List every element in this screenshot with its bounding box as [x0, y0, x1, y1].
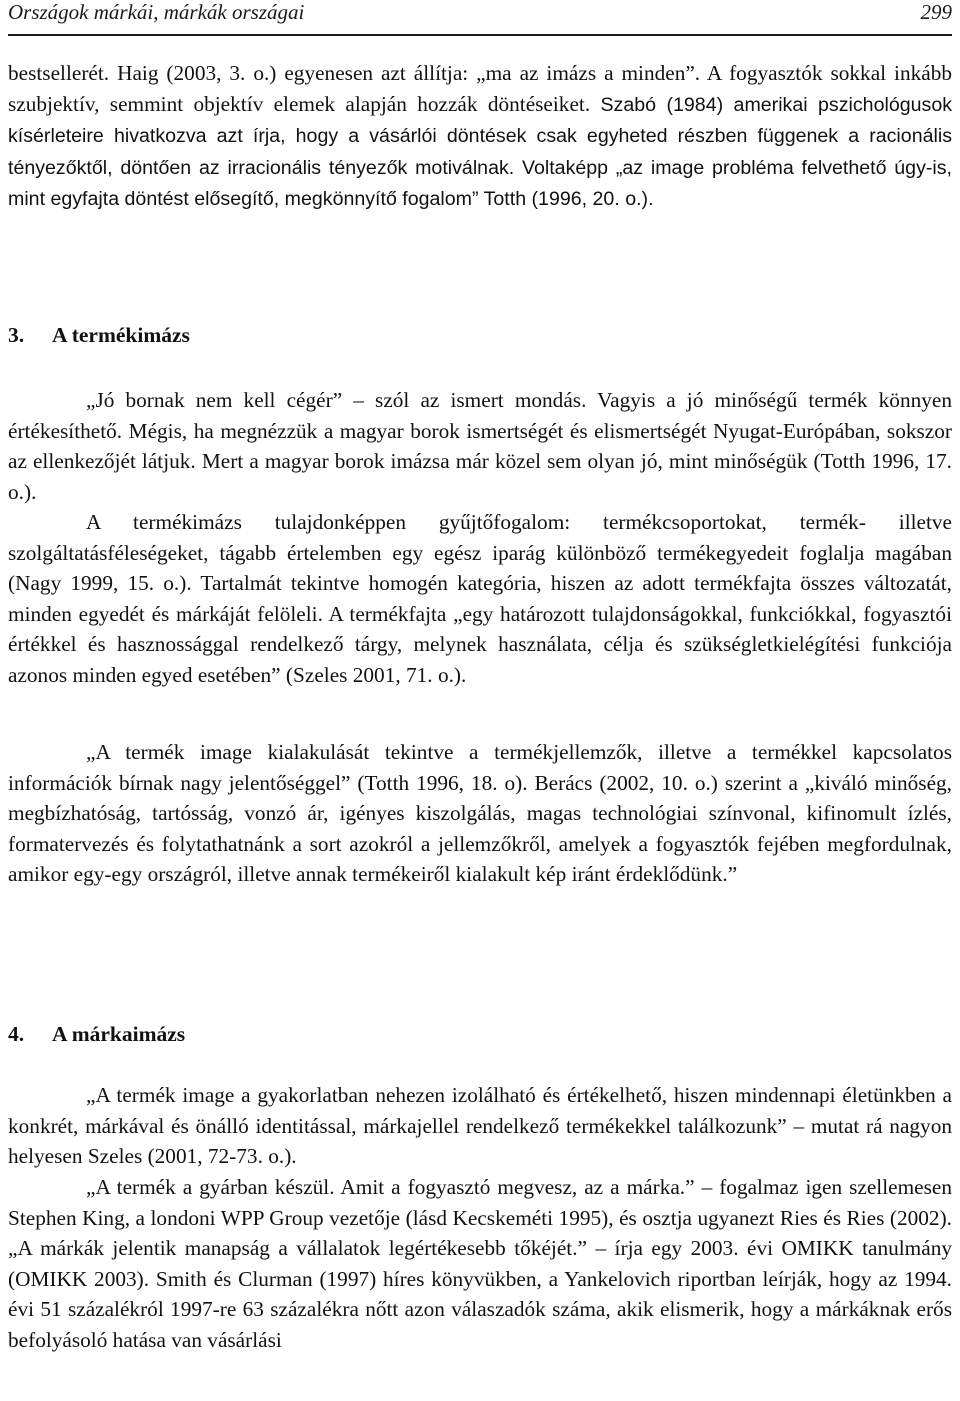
header-rule	[8, 34, 952, 36]
intro-sans-text: Szabó (1984) amerikai pszichológusok kísérleteire hivatkozva azt írja, hogy a vásárlói döntések csak egyheted részben függenek a racionális tényezőktől, döntően az irracionális tényezők motiválnak. Voltaképp „az image probléma felvethető úgy-is, mint egyfajta döntést elősegítő, megkönnyítő fogalom” Totth (1996, 20. o.).	[8, 93, 953, 210]
running-header	[8, 0, 952, 28]
section-4-paragraph-2: „A termék a gyárban készül. Amit a fogyasztó megvesz, az a márka.” – fogalmaz igen szellemesen Stephen King, a londoni WPP Group vezetője (lásd Kecskeméti 1995), és osztja ugyanezt Ries és Ries (2002). „A márkák jelentik manapság a vállalatok legértékesebb tőkéjét.” – írja egy 2003. évi OMIKK tanulmány (OMIKK 2003). Smith és Clurman (1997) híres könyvükben, a Yankelovich riportban leírják, hogy az 1994. évi 51 százalékról 1997-re 63 százalékra nőtt azon válaszadók száma, akik elismerik, hogy a márkáknak erős befolyásoló hatása van vásárlási	[8, 1175, 952, 1352]
section-3-title: A termékimázs	[52, 323, 190, 347]
running-title: Országok márkái, márkák országai	[8, 0, 305, 24]
section-3-paragraph-3: „A termék image kialakulását tekintve a termékjellemzők, illetve a termékkel kapcsolatos információk bírnak nagy jelentőséggel” (Totth 1996, 18. o). Berács (2002, 10. o.) szerint a „kiváló minőség, megbízhatóság, tartósság, vonzó ár, igényes kiszolgálás, magas technológiai színvonal, kifinomult ízlés, formatervezés és folytathatnánk a sort azokról a jellemzőkről, amelyek a fogyasztók fejében megfordulnak, amikor egy-egy országról, illetve annak termékeiről kialakult kép iránt érdeklődünk.”	[8, 740, 952, 886]
intro-paragraph	[8, 58, 952, 215]
section-4-paragraph-1: „A termék image a gyakorlatban nehezen izolálható és értékelhető, hiszen mindennapi életünkben a konkrét, márkával és önálló identitással, márkajellel rendelkező termékekkel találkozunk” – mutat rá nagyon helyesen Szeles (2001, 72-73. o.).	[8, 1083, 952, 1168]
intro-serif-text: bestsellerét. Haig (2003, 3. o.) egyenesen azt állítja: „ma az imázs a minden”. A fogyasztók sokkal inkább szubjektív, semmint objektív elemek alapján hozzák döntéseiket.	[8, 61, 952, 116]
section-3-heading	[8, 323, 190, 348]
section-3-paragraph-2: A termékimázs tulajdonképpen gyűjtőfogalom: termékcsoportokat, termék- illetve szolgáltatásféleségeket, tágabb értelemben egy egész iparág különböző termékegyedeit foglalja magában (Nagy 1999, 15. o.). Tartalmát tekintve homogén kategória, hiszen az adott termékfajta összes változatát, minden egyedét és márkáját felöleli. A termékfajta „egy határozott tulajdonságokkal, funkciókkal, fogyasztói értékkel és hasznossággal rendelkező tárgy, melynek használata, célja és szükségletkielégítési funkciója azonos minden egyed esetében” (Szeles 2001, 71. o.).	[8, 510, 952, 687]
page-number: 299	[920, 0, 952, 24]
section-4-number: 4.	[8, 1022, 25, 1046]
section-3-paragraph-1: „Jó bornak nem kell cégér” – szól az ismert mondás. Vagyis a jó minőségű termék könnyen értékesíthető. Mégis, ha megnézzük a magyar borok ismertségét és elismertségét Nyugat-Európában, sokszor az ellenkezőjét látjuk. Mert a magyar borok imázsa már közel sem olyan jó, mint minőségük (Totth 1996, 17. o.).	[8, 388, 952, 504]
section-3-number: 3.	[8, 323, 25, 347]
section-4-title: A márkaimázs	[52, 1022, 186, 1046]
section-4-heading	[8, 1022, 185, 1047]
